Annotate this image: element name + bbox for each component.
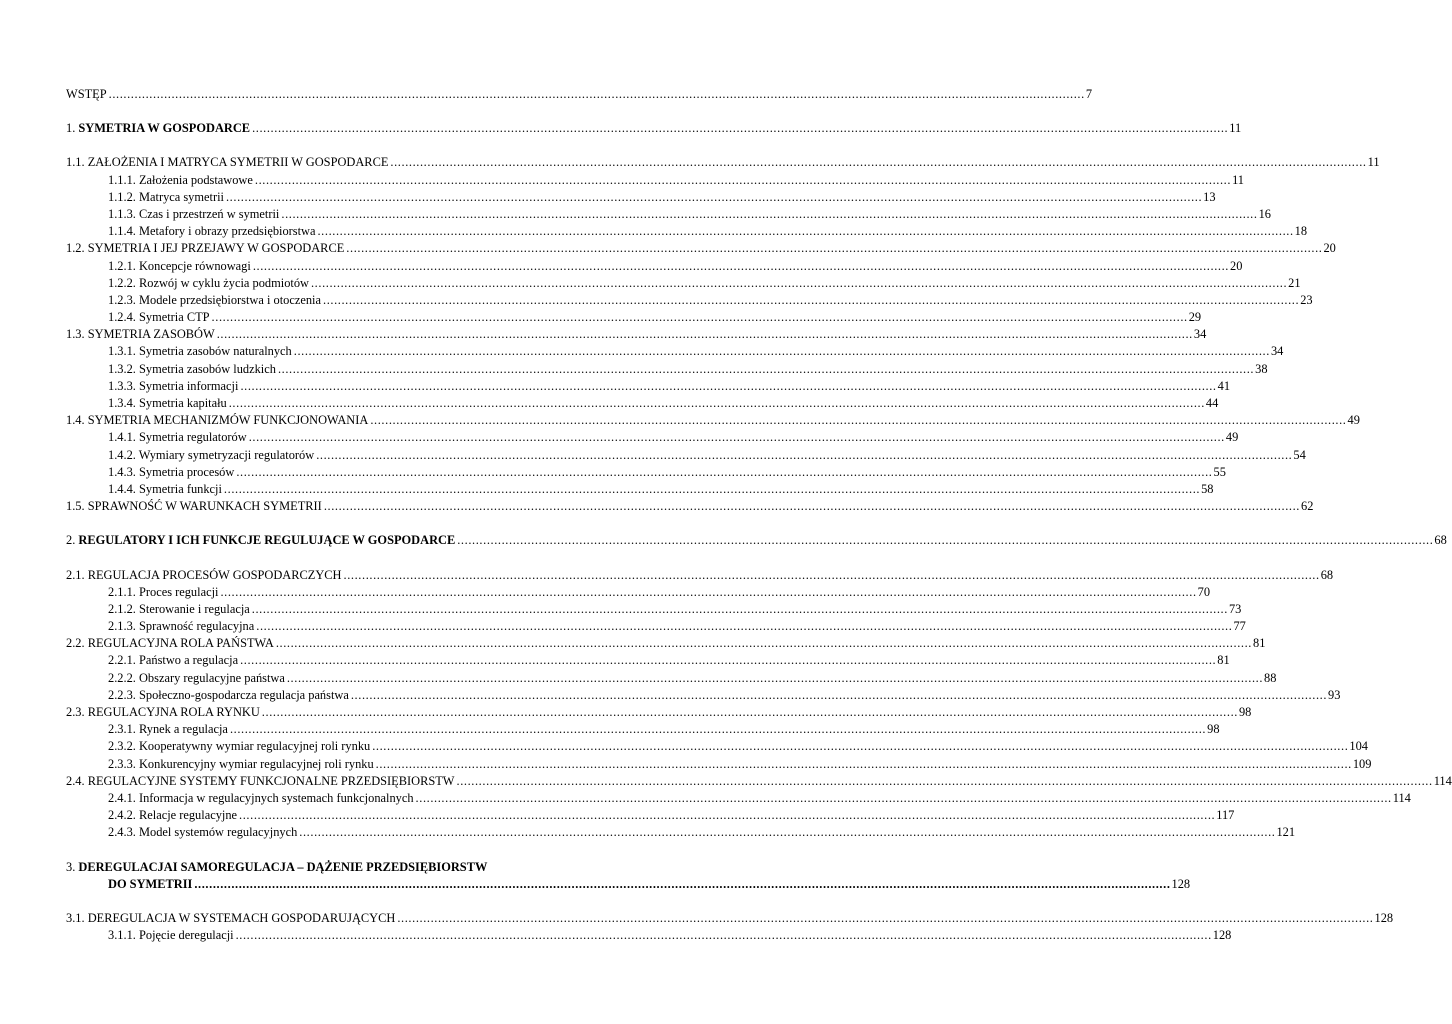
toc-entry-page: 18 [1294, 224, 1308, 239]
dot-leader [457, 532, 1433, 549]
dot-leader [252, 601, 1228, 618]
toc-entry [66, 773, 1452, 790]
toc-entry-title-text: SYMETRIA W GOSPODARCE [78, 121, 251, 136]
dot-leader [212, 309, 1188, 326]
toc-entry [66, 412, 1360, 429]
dot-leader [416, 790, 1392, 807]
toc-entry-page: 128 [1171, 876, 1191, 891]
toc-entry-title-text: REGULACYJNA ROLA RYNKU [87, 705, 260, 719]
toc-entry-number: 2.2.3. [108, 687, 139, 702]
dot-leader [294, 343, 1270, 360]
toc-entry-page: 38 [1255, 361, 1268, 376]
dot-leader [240, 378, 1216, 395]
toc-entry-title-text: Informacja w regulacyjnych systemach funkcjonalnych [138, 790, 414, 805]
toc-entry-number: 1.3. [66, 327, 88, 342]
toc-entry [66, 670, 1277, 687]
toc-entry-number: 1.1.2. [108, 189, 139, 204]
toc-entry-page: 109 [1352, 756, 1372, 771]
toc-entry-number: 2.2.2. [108, 670, 139, 685]
toc-entry-title [108, 584, 218, 601]
toc-entry [66, 927, 1232, 944]
toc-entry-title [108, 447, 314, 464]
toc-entry [66, 240, 1336, 257]
toc-entry-number: 1.1.3. [108, 206, 139, 221]
toc-entry-title-text: SYMETRIA ZASOBÓW [87, 327, 215, 342]
toc-entry-number: 1.4.4. [108, 481, 139, 496]
dot-leader [220, 584, 1196, 601]
toc-entry-title-continued: DO SYMETRII [108, 876, 193, 891]
toc-entry-page: 68 [1320, 567, 1334, 582]
toc-entry-title [108, 429, 247, 446]
toc-entry-title [108, 687, 349, 704]
dot-leader [376, 756, 1352, 773]
toc-entry-number: 2.4. [66, 773, 88, 788]
dot-leader [255, 172, 1231, 189]
dot-leader [397, 910, 1373, 927]
toc-entry [66, 258, 1243, 275]
toc-entry-number: 1.2.1. [108, 258, 139, 273]
toc-entry-title [108, 223, 315, 240]
toc-entry-title-text: Społeczno-gospodarcza regulacja państwa [138, 687, 349, 702]
toc-entry [66, 292, 1313, 309]
dot-leader [370, 412, 1346, 429]
toc-entry-number: 1.4.2. [108, 447, 139, 462]
toc-entry-title-text: Symetria zasobów ludzkich [138, 361, 276, 376]
toc-entry [66, 824, 1296, 841]
dot-leader [299, 824, 1275, 841]
dot-leader [236, 464, 1212, 481]
toc-entry [66, 86, 1093, 103]
toc-entry-title [66, 86, 107, 103]
toc-entry-number: 2.4.2. [108, 808, 139, 823]
toc-entry-number: 1.3.3. [108, 378, 139, 393]
toc-entry-title [66, 704, 260, 721]
toc-entry-number: 2.1.3. [108, 619, 139, 634]
dot-leader [316, 447, 1292, 464]
toc-entry-title [108, 618, 254, 635]
toc-entry-title-text: REGULACYJNA ROLA PAŃSTWA [87, 636, 274, 651]
toc-entry-title [66, 240, 344, 257]
dot-leader [194, 876, 1170, 893]
toc-entry-number: 1.4.3. [108, 464, 139, 479]
toc-entry [66, 652, 1230, 669]
toc-entry-title-text: Rozwój w cyklu życia podmiotów [138, 275, 309, 290]
toc-entry-title-text: Wymiary symetryzacji regulatorów [138, 447, 315, 462]
toc-entry [66, 756, 1372, 773]
toc-entry-number: 1.2.3. [108, 292, 139, 307]
toc-entry [66, 687, 1341, 704]
toc-entry-title [108, 258, 251, 275]
toc-entry-title [108, 464, 234, 481]
toc-entry-number: 2.3. [66, 705, 88, 719]
dot-leader [346, 240, 1322, 257]
dot-leader [344, 567, 1320, 584]
toc-entry-page: 98 [1207, 722, 1220, 737]
toc-entry [66, 738, 1368, 755]
toc-entry [66, 189, 1216, 206]
dot-leader [323, 292, 1299, 309]
dot-leader [287, 670, 1263, 687]
toc-entry [66, 635, 1266, 652]
toc-entry-title-text: Symetria regulatorów [138, 430, 247, 445]
toc-entry-title-text: Symetria procesów [138, 464, 235, 479]
toc-entry-title-text: Kooperatywny wymiar regulacyjnej roli rynku [138, 739, 371, 754]
toc-entry-title-text: Założenia podstawowe [138, 172, 253, 187]
toc-entry-number: 1.1. [66, 155, 88, 170]
toc-entry-title-text: Proces regulacji [138, 584, 219, 599]
toc-entry-title [108, 601, 250, 618]
toc-entry [66, 464, 1226, 481]
toc-entry-title-text: Rynek a regulacja [138, 722, 228, 737]
toc-entry-page: 55 [1213, 464, 1226, 479]
toc-entry-title-text: Obszary regulacyjne państwa [138, 670, 285, 685]
toc-entry-title [108, 309, 210, 326]
toc-entry-page: 34 [1193, 327, 1207, 342]
toc-entry-page: 20 [1323, 241, 1336, 256]
dot-leader [390, 154, 1366, 171]
toc-entry-title [108, 172, 253, 189]
toc-entry-number: 2.1.1. [108, 584, 139, 599]
toc-entry-page: 73 [1228, 601, 1242, 616]
toc-entry [66, 807, 1235, 824]
toc-entry-number: 1.5. [66, 499, 88, 514]
dot-leader [351, 687, 1327, 704]
toc-entry-title-text: Symetria CTP [138, 310, 210, 325]
toc-entry-title-text: Symetria funkcji [138, 481, 222, 496]
table-of-contents [66, 86, 1452, 944]
toc-entry-number: 1.1.1. [108, 172, 139, 187]
toc-entry-title [108, 275, 309, 292]
toc-entry [66, 223, 1308, 240]
dot-leader [372, 738, 1348, 755]
toc-entry-page: 117 [1216, 808, 1235, 823]
toc-entry-number: 1.4. [66, 413, 88, 428]
toc-entry-page: 29 [1188, 310, 1202, 325]
toc-entry-page: 104 [1349, 739, 1368, 754]
toc-entry [66, 172, 1244, 189]
dot-leader [240, 652, 1216, 669]
toc-entry [66, 120, 1242, 137]
toc-entry-title [66, 412, 368, 429]
toc-entry [66, 429, 1239, 446]
toc-entry-page: 11 [1229, 121, 1242, 136]
dot-leader [281, 206, 1257, 223]
toc-entry-number: 2.3.3. [108, 756, 139, 771]
toc-entry [66, 275, 1301, 292]
dot-leader [311, 275, 1287, 292]
toc-entry [66, 704, 1252, 721]
toc-entry-page: 16 [1258, 206, 1271, 221]
toc-entry-page: 114 [1433, 773, 1452, 788]
toc-entry-page: 34 [1270, 344, 1284, 359]
toc-entry-title [66, 326, 215, 343]
toc-entry-page: 70 [1197, 584, 1211, 599]
toc-entry-title [108, 395, 227, 412]
toc-entry-title-text: Sprawność regulacyjna [138, 619, 255, 634]
toc-entry-page: 49 [1347, 413, 1360, 428]
toc-entry-title-text: Sterowanie i regulacja [138, 601, 250, 616]
toc-entry-number: 1.4.1. [108, 430, 139, 445]
toc-entry-number: 2.1. [66, 567, 88, 582]
toc-entry-number: 2.4.1. [108, 790, 139, 805]
toc-entry-page: 68 [1434, 533, 1447, 548]
toc-entry-number: 1.3.1. [108, 344, 139, 359]
dot-leader [252, 120, 1228, 137]
dot-leader [239, 807, 1215, 824]
toc-entry-page: 114 [1392, 790, 1411, 805]
dot-leader [324, 498, 1300, 515]
dot-leader [457, 773, 1433, 790]
toc-entry [66, 790, 1411, 807]
toc-entry-title [108, 927, 234, 944]
toc-entry [66, 326, 1207, 343]
toc-entry [66, 567, 1334, 584]
toc-entry-title [108, 652, 238, 669]
dot-leader [224, 481, 1200, 498]
toc-entry-page: 93 [1328, 687, 1341, 702]
toc-entry-title [108, 361, 276, 378]
toc-entry [66, 859, 1191, 893]
toc-entry-title [108, 481, 222, 498]
dot-leader [109, 86, 1085, 103]
toc-entry-number: 1.2. [66, 241, 88, 256]
toc-entry [66, 910, 1394, 927]
toc-entry-title [66, 120, 250, 137]
toc-entry-number: 2.4.3. [108, 825, 139, 840]
dot-leader [236, 927, 1212, 944]
toc-entry [66, 206, 1271, 223]
dot-leader [262, 704, 1238, 721]
toc-entry [66, 498, 1314, 515]
toc-entry-number: 1.1.4. [108, 224, 139, 239]
toc-entry-page: 11 [1367, 155, 1380, 170]
toc-entry-title [66, 498, 322, 515]
toc-entry-title-text: SYMETRIA I JEJ PRZEJAWY W GOSPODARCE [87, 241, 345, 256]
toc-entry-page: 81 [1217, 653, 1230, 668]
toc-entry [66, 378, 1231, 395]
toc-entry-page: 11 [1232, 172, 1244, 187]
toc-entry-title-text: Państwo a regulacja [138, 653, 239, 668]
toc-entry-page: 44 [1205, 396, 1219, 410]
dot-leader [229, 395, 1205, 412]
toc-entry-number: 1.3.2. [108, 361, 139, 376]
toc-entry-title [108, 790, 414, 807]
dot-leader [249, 429, 1225, 446]
toc-entry-title [66, 532, 455, 549]
toc-entry-title-text: REGULACJA PROCESÓW GOSPODARCZYCH [87, 567, 342, 582]
toc-entry-title-text: Metafory i obrazy przedsiębiorstwa [138, 224, 316, 239]
toc-entry-title [66, 154, 388, 171]
toc-entry-title-text: Symetria informacji [138, 378, 239, 393]
toc-entry-page: 7 [1085, 87, 1093, 101]
toc-entry-title [108, 670, 285, 687]
dot-leader [276, 635, 1252, 652]
toc-entry-page: 41 [1217, 378, 1231, 393]
toc-entry-number: 1.3.4. [108, 396, 139, 410]
toc-entry-title-text: SPRAWNOŚĆ W WARUNKACH SYMETRII [87, 499, 322, 514]
toc-entry-title [108, 721, 228, 738]
toc-entry-page: 54 [1293, 447, 1306, 462]
toc-entry-title [108, 189, 224, 206]
toc-entry-title-text: Pojęcie deregulacji [138, 928, 234, 943]
toc-entry-title-text: DEREGULACJA W SYSTEMACH GOSPODARUJĄCYCH [87, 910, 396, 925]
toc-entry-number: 2. [66, 533, 79, 548]
toc-entry-page: 77 [1233, 619, 1246, 634]
toc-entry [66, 309, 1202, 326]
toc-entry [66, 154, 1380, 171]
toc-entry-title [108, 206, 279, 223]
toc-entry-page: 121 [1276, 825, 1296, 840]
toc-entry-number: 2.3.2. [108, 739, 139, 754]
toc-entry-page: 98 [1238, 705, 1252, 719]
toc-entry-number: 2.3.1. [108, 722, 139, 737]
toc-entry [66, 447, 1306, 464]
toc-entry-number: 3.1. [66, 910, 88, 925]
toc-entry-title [108, 824, 297, 841]
toc-entry-title-text: Czas i przestrzeń w symetrii [138, 206, 280, 221]
dot-leader [253, 258, 1229, 275]
toc-entry-title-text: Konkurencyjny wymiar regulacyjnej roli rynku [138, 756, 374, 771]
toc-entry-number: 2.1.2. [108, 601, 139, 616]
toc-entry-title [108, 343, 292, 360]
toc-entry-title-text: Symetria zasobów naturalnych [138, 344, 292, 359]
toc-entry-title-text: Matryca symetrii [138, 189, 224, 204]
toc-entry-title-text: SYMETRIA MECHANIZMÓW FUNKCJONOWANIA [87, 413, 369, 428]
toc-entry-page: 21 [1288, 275, 1301, 290]
toc-entry-title-text: Symetria kapitału [138, 396, 227, 410]
dot-leader [217, 326, 1193, 343]
toc-entry-page: 62 [1301, 499, 1314, 514]
toc-entry [66, 481, 1214, 498]
toc-entry [66, 395, 1219, 412]
toc-entry-title-text: Koncepcje równowagi [138, 258, 251, 273]
toc-entry-title [108, 738, 370, 755]
toc-entry-title [108, 756, 374, 773]
toc-entry [66, 532, 1447, 549]
toc-entry-title: DEREGULACJAI SAMOREGULACJA – DĄŻENIE PRZEDSIĘBIORSTW [78, 859, 488, 874]
toc-entry [66, 618, 1246, 635]
toc-entry-title-text: Relacje regulacyjne [138, 808, 238, 823]
dot-leader [278, 361, 1254, 378]
toc-entry-page: 20 [1230, 258, 1243, 273]
toc-entry [66, 601, 1242, 618]
toc-entry-title-text: Modele przedsiębiorstwa i otoczenia [138, 292, 321, 307]
dot-leader [317, 223, 1293, 240]
toc-entry-title-text: REGULACYJNE SYSTEMY FUNKCJONALNE PRZEDSIĘBIORSTW [87, 773, 455, 788]
toc-entry-number: 2.2.1. [108, 653, 139, 668]
toc-entry-page: 128 [1374, 910, 1394, 925]
toc-entry-title [66, 773, 455, 790]
toc-entry-title [66, 567, 342, 584]
toc-entry-title [108, 292, 321, 309]
toc-entry-number: 1. [66, 121, 79, 136]
toc-entry [66, 361, 1268, 378]
toc-entry-title-text: REGULATORY I ICH FUNKCJE REGULUJĄCE W GOSPODARCE [78, 533, 456, 548]
toc-entry-page: 128 [1212, 928, 1232, 943]
toc-entry-title [108, 378, 238, 395]
toc-entry-page: 23 [1300, 292, 1313, 307]
toc-entry-title [108, 807, 237, 824]
toc-entry-number: 2.2. [66, 636, 88, 651]
toc-entry [66, 721, 1220, 738]
dot-leader [256, 618, 1232, 635]
toc-entry-title-text: WSTĘP [66, 87, 107, 101]
toc-entry-title [66, 635, 274, 652]
toc-entry [66, 343, 1284, 360]
toc-entry-number: 1.2.2. [108, 275, 139, 290]
toc-entry-number: 1.2.4. [108, 310, 139, 325]
dot-leader [230, 721, 1206, 738]
toc-entry-page: 81 [1253, 636, 1266, 651]
toc-entry-number: 3. [66, 859, 79, 874]
toc-entry-title-text: Model systemów regulacyjnych [138, 825, 298, 840]
toc-entry-page: 58 [1201, 481, 1214, 496]
toc-entry-title-text: ZAŁOŻENIA I MATRYCA SYMETRII W GOSPODARCE [87, 155, 389, 170]
toc-entry [66, 584, 1211, 601]
dot-leader [226, 189, 1202, 206]
toc-entry-title-line [66, 859, 666, 876]
toc-entry-page: 49 [1225, 430, 1239, 445]
toc-entry-page: 88 [1264, 670, 1277, 685]
toc-entry-title [66, 910, 395, 927]
toc-entry-number: 3.1.1. [108, 928, 139, 943]
toc-entry-page: 13 [1203, 189, 1216, 204]
